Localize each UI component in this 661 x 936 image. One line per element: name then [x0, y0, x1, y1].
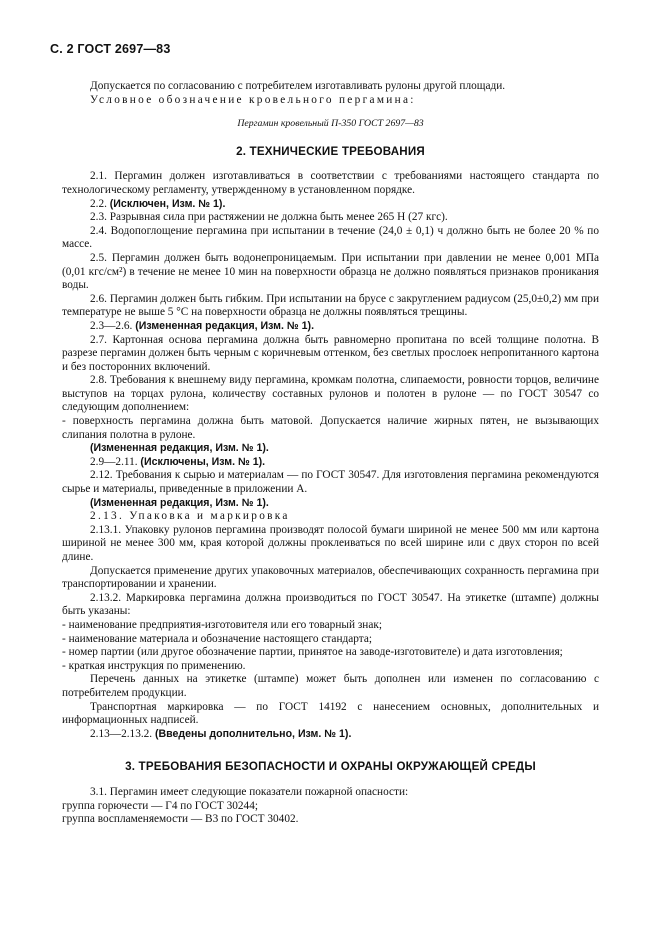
clause-number: 2.13—2.13.2. — [90, 727, 153, 740]
list-item: - номер партии (или другое обозначение партии, принятое на заводе-изготовителе) и дата изготовления; — [62, 646, 563, 659]
section-title: 2. ТЕХНИЧЕСКИЕ ТРЕБОВАНИЯ — [236, 144, 425, 158]
clause-number: 2.2. — [90, 197, 107, 210]
paragraph: группа горючести — Г4 по ГОСТ 30244; — [62, 799, 258, 812]
amendment-note: (Измененная редакция, Изм. № 1). — [90, 496, 269, 509]
amendment-note: (Исключены, Изм. № 1). — [140, 455, 266, 468]
amendment-note: (Измененная редакция, Изм. № 1). — [90, 442, 269, 455]
paragraph — [62, 497, 599, 511]
paragraph: 2.4. Водопоглощение пергамина при испытании в течение (24,0 ± 0,1) ч должно быть не более 20 % по массе. — [62, 224, 599, 251]
paragraph: Перечень данных на этикетке (штампе) может быть дополнен или изменен по согласованию с потребителем продукции. — [62, 673, 599, 699]
list-item: - наименование предприятия-изготовителя или его товарный знак; — [62, 618, 382, 631]
paragraph: Допускается по согласованию с потребителем изготавливать рулоны другой площади. — [90, 80, 506, 92]
list-item: - краткая инструкция по применению. — [62, 659, 246, 672]
paragraph: Условное обозначение кровельного пергамина: — [90, 93, 416, 106]
paragraph: 2.7. Картонная основа пергамина должна быть равномерно пропитана по всей толщине полотна. В разрезе пергамин должен быть черным с коричневым оттенком, без светлых прослоек непропитанного картона и без посторонних включений. — [62, 333, 599, 373]
paragraph — [62, 198, 599, 212]
paragraph: 2.5. Пергамин должен быть водонепроницаемым. При испытании при давлении не менее 0,001 МПа (0,01 кгс/см²) в течение не менее 10 мин на поверхности образца не должно появляться признаков проникания воды. — [62, 251, 599, 292]
list-item: - поверхность пергамина должна быть матовой. Допускается наличие жирных пятен, не вызывающих слипания полотна в рулоне. — [62, 415, 599, 441]
document-body — [62, 80, 599, 827]
paragraph — [62, 320, 599, 334]
designation-example: Пергамин кровельный П-350 ГОСТ 2697—83 — [237, 118, 424, 130]
clause-number: 2.3—2.6. — [90, 319, 133, 332]
paragraph: группа воспламеняемости — В3 по ГОСТ 30402. — [62, 813, 299, 826]
amendment-note: (Измененная редакция, Изм. № 1). — [135, 319, 315, 332]
paragraph — [62, 442, 599, 456]
paragraph: 2.3. Разрывная сила при растяжении не должна быть менее 265 Н (27 кгс). — [90, 211, 448, 224]
paragraph — [62, 728, 599, 742]
amendment-note: (Исключен, Изм. № 1). — [109, 197, 226, 210]
paragraph: 2.8. Требования к внешнему виду пергамина, кромкам полотна, слипаемости, ровности торцов, величине выступов на торцах рулона, количеству составных рулонов и полотен в рулоне — по ГОСТ 30547 со следующим дополнением: — [62, 374, 599, 414]
amendment-note: (Введены дополнительно, Изм. № 1). — [154, 727, 352, 740]
paragraph: 2.6. Пергамин должен быть гибким. При испытании на брусе с закруглением радиусом (25,0±0,2) мм при температуре не выше 5 °С на поверхности образца не должны появляться трещины. — [62, 292, 599, 319]
page-header: С. 2 ГОСТ 2697—83 — [50, 42, 171, 56]
paragraph: Допускается применение других упаковочных материалов, обеспечивающих сохранность пергамина при транспортировании и хранении. — [62, 564, 599, 591]
section-title: 3. ТРЕБОВАНИЯ БЕЗОПАСНОСТИ И ОХРАНЫ ОКРУЖАЮЩЕЙ СРЕДЫ — [125, 760, 536, 774]
paragraph: 3.1. Пергамин имеет следующие показатели пожарной опасности: — [90, 785, 409, 798]
subsection-title: 2.13. Упаковка и маркировка — [90, 510, 290, 523]
paragraph: 2.12. Требования к сырью и материалам — по ГОСТ 30547. Для изготовления пергамина рекомендуются сырье и материалы, приведенные в приложении А. — [62, 469, 599, 496]
paragraph: 2.13.1. Упаковку рулонов пергамина производят полосой бумаги шириной не менее 500 мм или картона шириной не менее 300 мм, края которой должны проклеиваться по всей ширине или с двух сторон по всей длине. — [62, 523, 599, 563]
paragraph: 2.1. Пергамин должен изготавливаться в соответствии с требованиями настоящего стандарта по технологическому регламенту, утвержденному в установленном порядке. — [62, 170, 599, 196]
paragraph: 2.13.2. Маркировка пергамина должна производиться по ГОСТ 30547. На этикетке (штампе) должны быть указаны: — [62, 591, 599, 618]
paragraph — [62, 456, 599, 470]
list-item: - наименование материала и обозначение настоящего стандарта; — [62, 632, 372, 645]
clause-number: 2.9—2.11. — [90, 455, 138, 468]
paragraph: Транспортная маркировка — по ГОСТ 14192 с нанесением основных, дополнительных и информационных надписей. — [62, 700, 599, 727]
